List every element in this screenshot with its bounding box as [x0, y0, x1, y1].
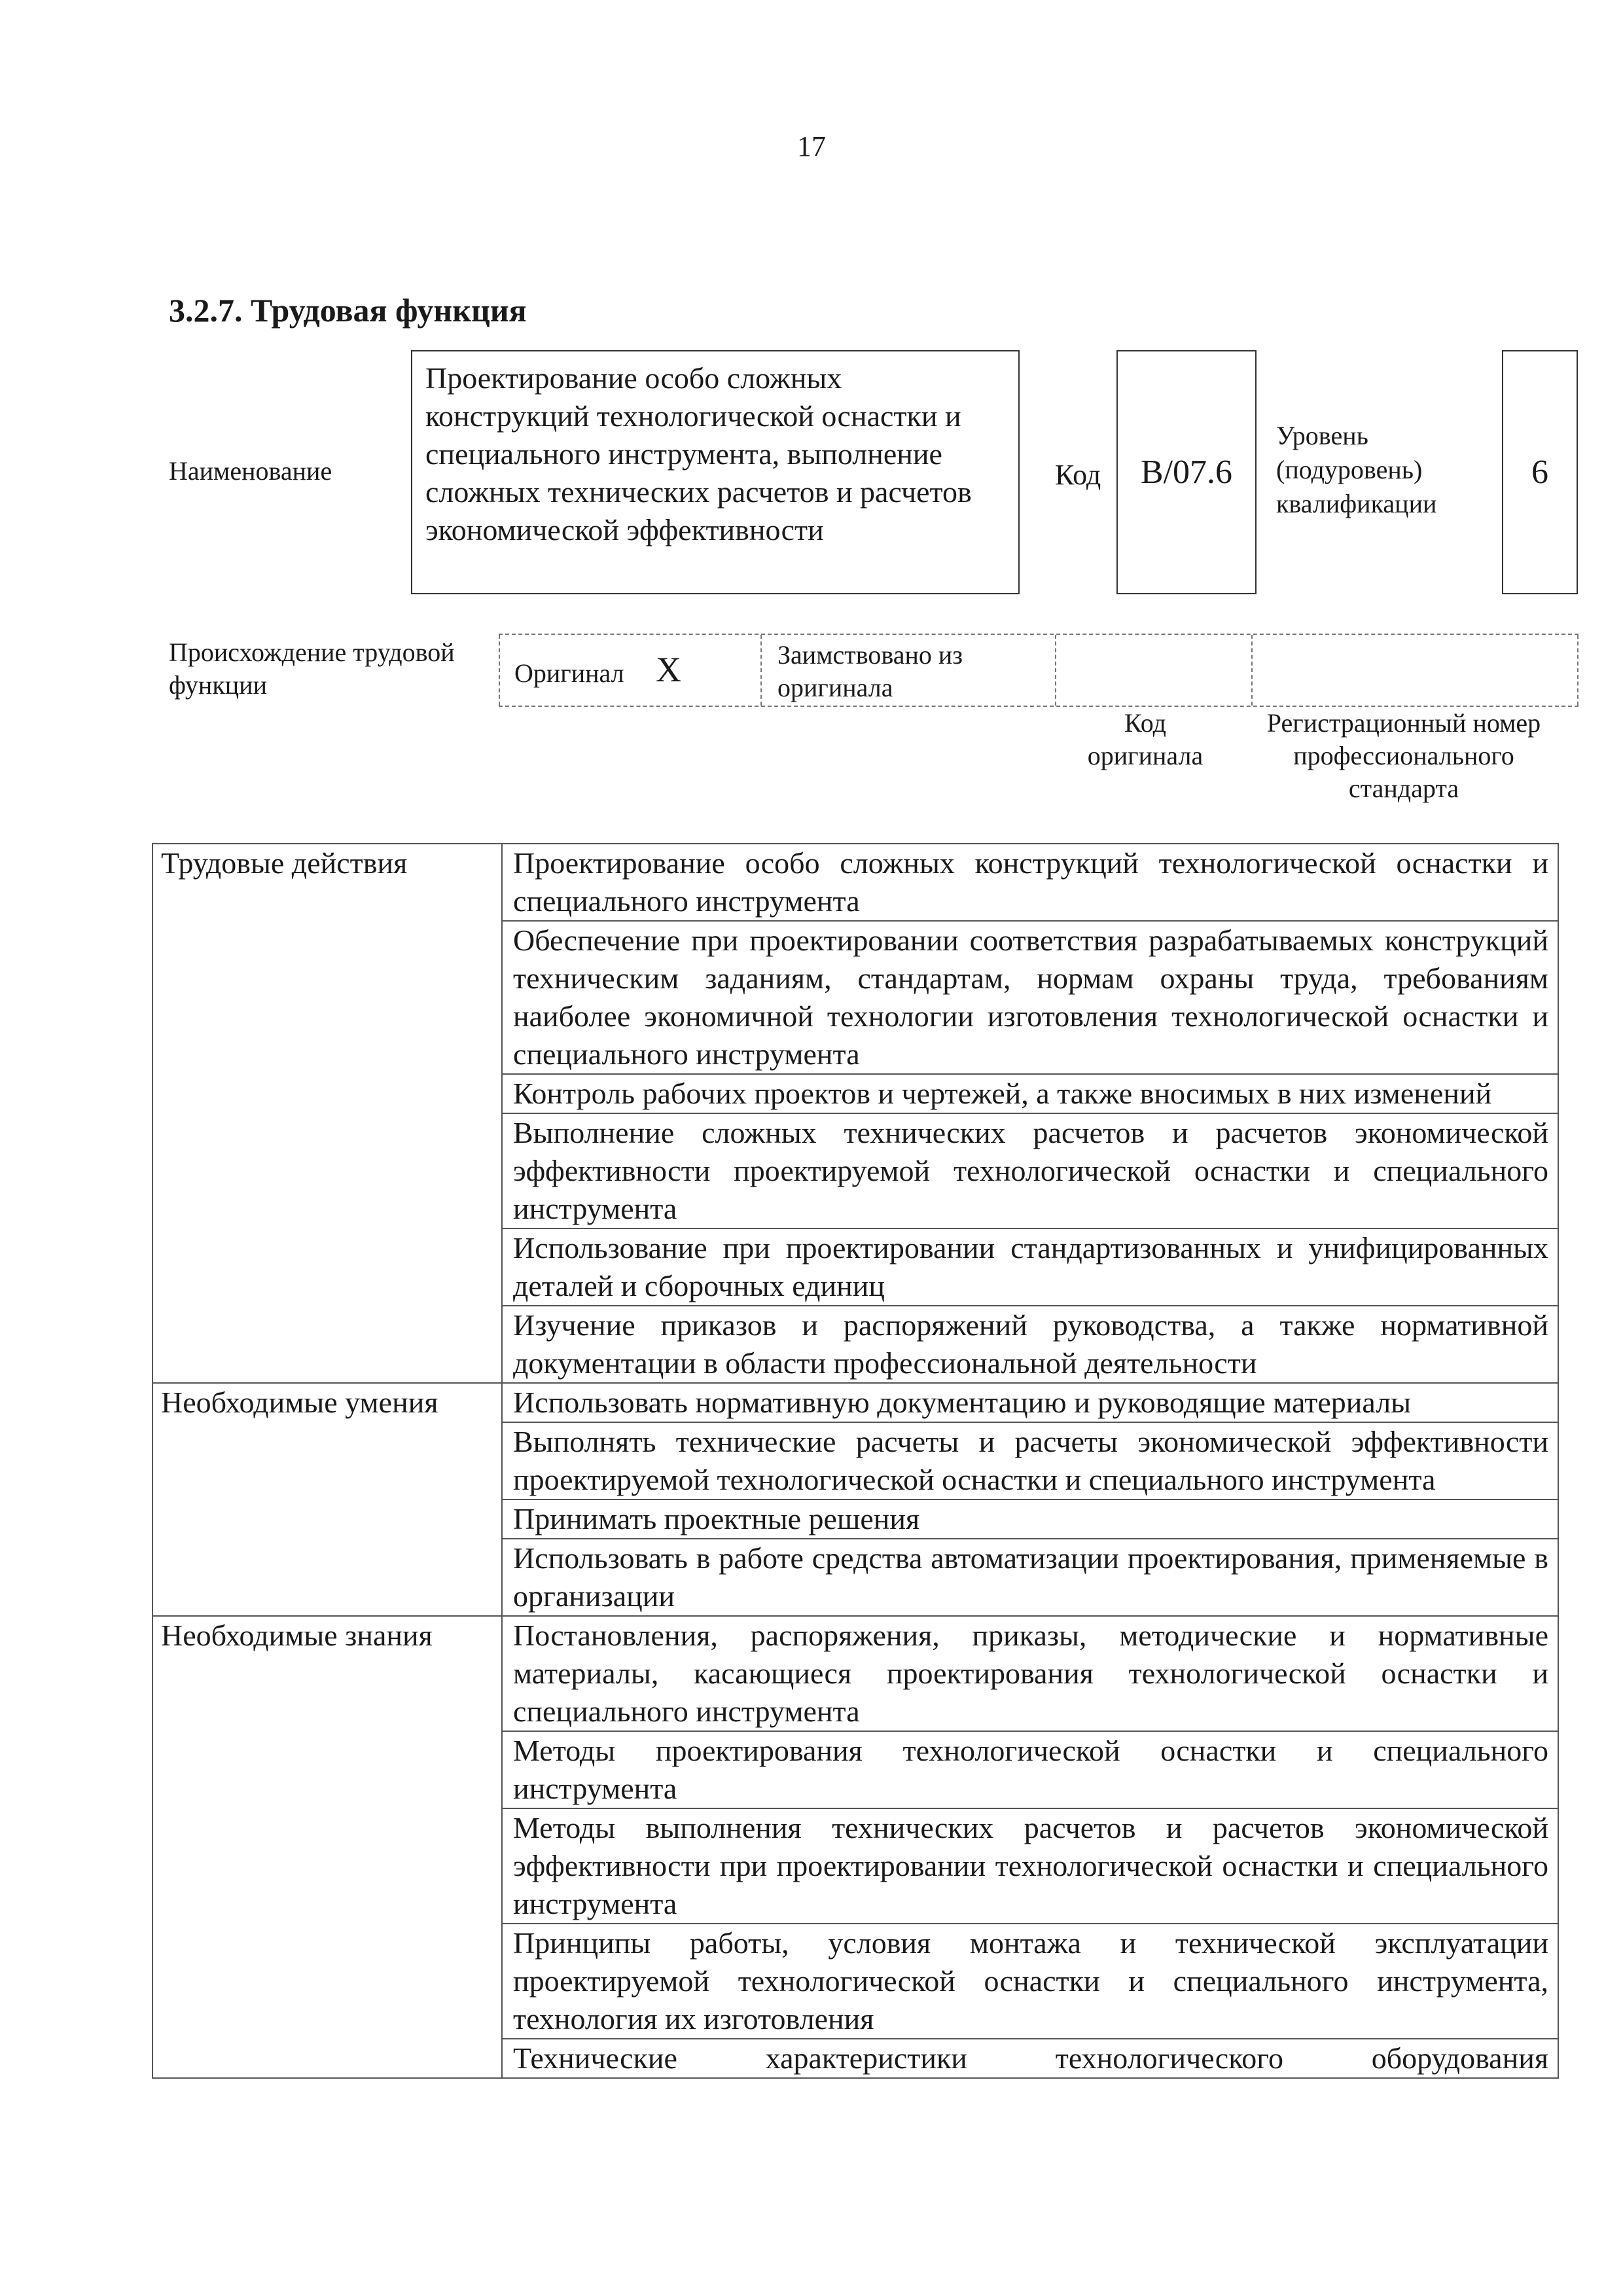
borrowed-label: Заимствовано из оригинала [777, 640, 963, 702]
level-value: 6 [1531, 454, 1548, 491]
knowledge-item: Методы выполнения технических расчетов и расчетов экономической эффективности при проектировании технологической оснастки и специального инструмента [502, 1808, 1558, 1924]
code-value-box [1116, 350, 1257, 594]
required-skills-label: Необходимые умения [152, 1383, 502, 1616]
skill-item: Принимать проектные решения [502, 1499, 1558, 1539]
borrowed-cell [760, 635, 1055, 706]
origin-label: Происхождение трудовой функции [169, 637, 455, 700]
level-value-box [1502, 350, 1578, 594]
labor-actions-label: Трудовые действия [152, 844, 502, 1383]
labor-action-item: Использование при проектировании стандартизованных и унифицированных деталей и сборочных единиц [502, 1229, 1558, 1306]
table-row [152, 1383, 1558, 1422]
origin-table [499, 634, 1578, 707]
function-details-table [152, 843, 1559, 2079]
knowledge-item: Принципы работы, условия монтажа и технической эксплуатации проектируемой технологической оснастки и специального инструмента, технология их изготовления [502, 1924, 1558, 2039]
name-label: Наименование [169, 456, 332, 486]
knowledge-item: Технические характеристики технологического оборудования [502, 2039, 1558, 2078]
original-mark: X [656, 650, 681, 689]
labor-action-item: Проектирование особо сложных конструкций технологической оснастки и специального инструмента [502, 844, 1558, 921]
original-cell [499, 635, 760, 706]
original-code-label: Код оригинала [1087, 708, 1204, 770]
name-value-box: Проектирование особо сложных конструкций технологической оснастки и специального инструмента, выполнение сложных технических расчетов и расчетов экономической эффективности [411, 350, 1020, 594]
labor-action-item: Изучение приказов и распоряжений руководства, а также нормативной документации в области профессиональной деятельности [502, 1306, 1558, 1383]
knowledge-item: Постановления, распоряжения, приказы, методические и нормативные материалы, касающиеся проектирования технологической оснастки и специального инструмента [502, 1616, 1558, 1731]
skill-item: Выполнять технические расчеты и расчеты экономической эффективности проектируемой технологической оснастки и специального инструмента [502, 1422, 1558, 1499]
reg-number-label: Регистрационный номер профессионального стандарта [1266, 708, 1541, 803]
labor-action-item: Выполнение сложных технических расчетов и расчетов экономической эффективности проектируемой технологической оснастки и специального инструмента [502, 1113, 1558, 1229]
level-label: Уровень (подуровень) квалификации [1276, 421, 1437, 518]
skill-item: Использовать в работе средства автоматизации проектирования, применяемые в организации [502, 1539, 1558, 1616]
table-row [152, 844, 1558, 921]
reg-number-cell [1251, 635, 1578, 706]
original-label: Оригинал [514, 658, 624, 688]
section-title: 3.2.7. Трудовая функция [169, 292, 527, 329]
code-label: Код [1055, 459, 1101, 491]
required-knowledge-label: Необходимые знания [152, 1616, 502, 2078]
table-row [152, 1616, 1558, 1731]
skill-item: Использовать нормативную документацию и руководящие материалы [502, 1383, 1558, 1422]
original-code-cell [1055, 635, 1251, 706]
page-number: 17 [797, 130, 826, 162]
code-value: В/07.6 [1140, 454, 1233, 491]
knowledge-item: Методы проектирования технологической оснастки и специального инструмента [502, 1731, 1558, 1808]
labor-action-item: Обеспечение при проектировании соответствия разрабатываемых конструкций техническим заданиям, стандартам, нормам охраны труда, требованиям наиболее экономичной технологии изготовления технологической оснастки и специального инструмента [502, 921, 1558, 1074]
labor-action-item: Контроль рабочих проектов и чертежей, а также вносимых в них изменений [502, 1074, 1558, 1113]
